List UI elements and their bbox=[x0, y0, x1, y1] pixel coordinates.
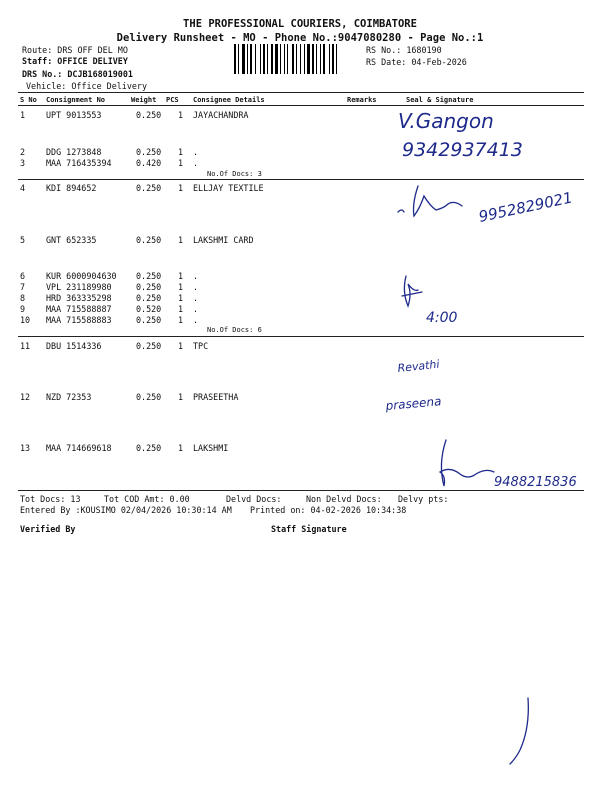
row-weight: 0.250 bbox=[136, 443, 162, 453]
row-pcs: 1 bbox=[178, 271, 184, 281]
row-sno: 4 bbox=[20, 183, 26, 193]
drs-number: DRS No.: DCJB168019001 bbox=[22, 69, 133, 79]
row-pcs: 1 bbox=[178, 304, 184, 314]
row-weight: 0.420 bbox=[136, 158, 162, 168]
printed-on: Printed on: 04-02-2026 10:34:38 bbox=[250, 505, 407, 515]
rs-date: RS Date: 04-Feb-2026 bbox=[366, 57, 467, 67]
row-consignment: MAA 716435394 bbox=[46, 158, 112, 168]
col-consignment: Consignment No bbox=[46, 96, 106, 104]
row-consignment: UPT 9013553 bbox=[46, 110, 102, 120]
row-sno: 2 bbox=[20, 147, 26, 157]
row-pcs: 1 bbox=[178, 147, 184, 157]
col-pcs: PCS bbox=[166, 96, 179, 104]
row-consignee: . bbox=[193, 304, 199, 314]
signature-12-text: praseena bbox=[385, 394, 442, 413]
row-weight: 0.250 bbox=[136, 183, 162, 193]
row-sno: 13 bbox=[20, 443, 31, 453]
row-pcs: 1 bbox=[178, 110, 184, 120]
row-sno: 9 bbox=[20, 304, 26, 314]
col-sno: S No bbox=[20, 96, 37, 104]
signature-1-name: V.Gangon bbox=[398, 109, 494, 133]
row-consignee: . bbox=[193, 271, 199, 281]
row-consignee: . bbox=[193, 315, 199, 325]
row-consignment: MAA 714669618 bbox=[46, 443, 112, 453]
row-weight: 0.250 bbox=[136, 110, 162, 120]
row-weight: 0.250 bbox=[136, 282, 162, 292]
row-consignee: . bbox=[193, 293, 199, 303]
row-consignment: DDG 1273848 bbox=[46, 147, 102, 157]
row-consignment: MAA 715588887 bbox=[46, 304, 112, 314]
ink-stroke bbox=[510, 698, 528, 764]
row-consignment: GNT 652335 bbox=[46, 235, 97, 245]
row-pcs: 1 bbox=[178, 293, 184, 303]
col-consignee: Consignee Details bbox=[193, 96, 265, 104]
group-doc-count: No.Of Docs: 6 bbox=[207, 326, 262, 334]
staff-signature-label: Staff Signature bbox=[271, 524, 347, 534]
row-pcs: 1 bbox=[178, 183, 184, 193]
row-consignment: HRD 363335298 bbox=[46, 293, 112, 303]
rs-number: RS No.: 1680190 bbox=[366, 45, 442, 55]
row-sno: 7 bbox=[20, 282, 26, 292]
row-weight: 0.520 bbox=[136, 304, 162, 314]
row-sno: 6 bbox=[20, 271, 26, 281]
row-weight: 0.250 bbox=[136, 392, 162, 402]
row-pcs: 1 bbox=[178, 315, 184, 325]
signature-6-text: 4:00 bbox=[426, 310, 458, 326]
signature-11-text: Revathi bbox=[396, 357, 441, 375]
row-weight: 0.250 bbox=[136, 235, 162, 245]
row-consignment: DBU 1514336 bbox=[46, 341, 102, 351]
row-consignment: KDI 894652 bbox=[46, 183, 97, 193]
group-doc-count: No.Of Docs: 3 bbox=[207, 170, 262, 178]
delivery-points: Delvy pts: bbox=[398, 494, 449, 504]
row-pcs: 1 bbox=[178, 443, 184, 453]
row-pcs: 1 bbox=[178, 158, 184, 168]
row-pcs: 1 bbox=[178, 392, 184, 402]
staff-label: Staff: OFFICE DELIVEY bbox=[22, 56, 128, 66]
signature-13-phone: 9488215836 bbox=[494, 475, 577, 490]
row-sno: 12 bbox=[20, 392, 31, 402]
row-pcs: 1 bbox=[178, 341, 184, 351]
row-consignee: TPC bbox=[193, 341, 209, 351]
row-consignment: KUR 6000904630 bbox=[46, 271, 117, 281]
row-sno: 1 bbox=[20, 110, 26, 120]
row-consignment: MAA 715588883 bbox=[46, 315, 112, 325]
row-pcs: 1 bbox=[178, 282, 184, 292]
col-remarks: Remarks bbox=[347, 96, 377, 104]
row-consignee: JAYACHANDRA bbox=[193, 110, 249, 120]
row-consignee: . bbox=[193, 147, 199, 157]
total-docs: Tot Docs: 13 bbox=[20, 494, 81, 504]
row-weight: 0.250 bbox=[136, 147, 162, 157]
non-delivered-docs: Non Delvd Docs: bbox=[306, 494, 382, 504]
col-weight: Weight bbox=[131, 96, 157, 104]
row-consignee: PRASEETHA bbox=[193, 392, 239, 402]
verified-by-label: Verified By bbox=[20, 524, 76, 534]
signature-4-scribble bbox=[398, 186, 462, 216]
row-consignee: . bbox=[193, 282, 199, 292]
row-weight: 0.250 bbox=[136, 315, 162, 325]
row-consignee: LAKSHMI bbox=[193, 443, 229, 453]
signature-1-phone: 9342937413 bbox=[402, 139, 523, 161]
total-cod-amount: Tot COD Amt: 0.00 bbox=[104, 494, 190, 504]
runsheet-subtitle: Delivery Runsheet - MO - Phone No.:9047080280 - Page No.:1 bbox=[116, 32, 484, 44]
vehicle-label: Vehicle: Office Delivery bbox=[26, 81, 148, 91]
row-pcs: 1 bbox=[178, 235, 184, 245]
row-sno: 5 bbox=[20, 235, 26, 245]
row-weight: 0.250 bbox=[136, 293, 162, 303]
col-seal-signature: Seal & Signature bbox=[406, 96, 474, 104]
row-sno: 11 bbox=[20, 341, 31, 351]
entered-by: Entered By :KOUSIMO 02/04/2026 10:30:14 AM bbox=[20, 505, 232, 515]
signature-4-phone: 9952829021 bbox=[477, 188, 575, 226]
row-consignment: VPL 231189980 bbox=[46, 282, 112, 292]
row-sno: 10 bbox=[20, 315, 31, 325]
row-consignment: NZD 72353 bbox=[46, 392, 92, 402]
row-sno: 8 bbox=[20, 293, 26, 303]
company-title: THE PROFESSIONAL COURIERS, COIMBATORE bbox=[183, 18, 417, 30]
row-consignee: . bbox=[193, 158, 199, 168]
row-sno: 3 bbox=[20, 158, 26, 168]
delivered-docs: Delvd Docs: bbox=[226, 494, 282, 504]
row-consignee: ELLJAY TEXTILE bbox=[193, 183, 264, 193]
signature-13-scribble bbox=[440, 440, 494, 486]
row-weight: 0.250 bbox=[136, 341, 162, 351]
signature-6-scribble bbox=[402, 276, 422, 306]
row-weight: 0.250 bbox=[136, 271, 162, 281]
row-consignee: LAKSHMI CARD bbox=[193, 235, 254, 245]
route-label: Route: DRS OFF DEL MO bbox=[22, 45, 128, 55]
